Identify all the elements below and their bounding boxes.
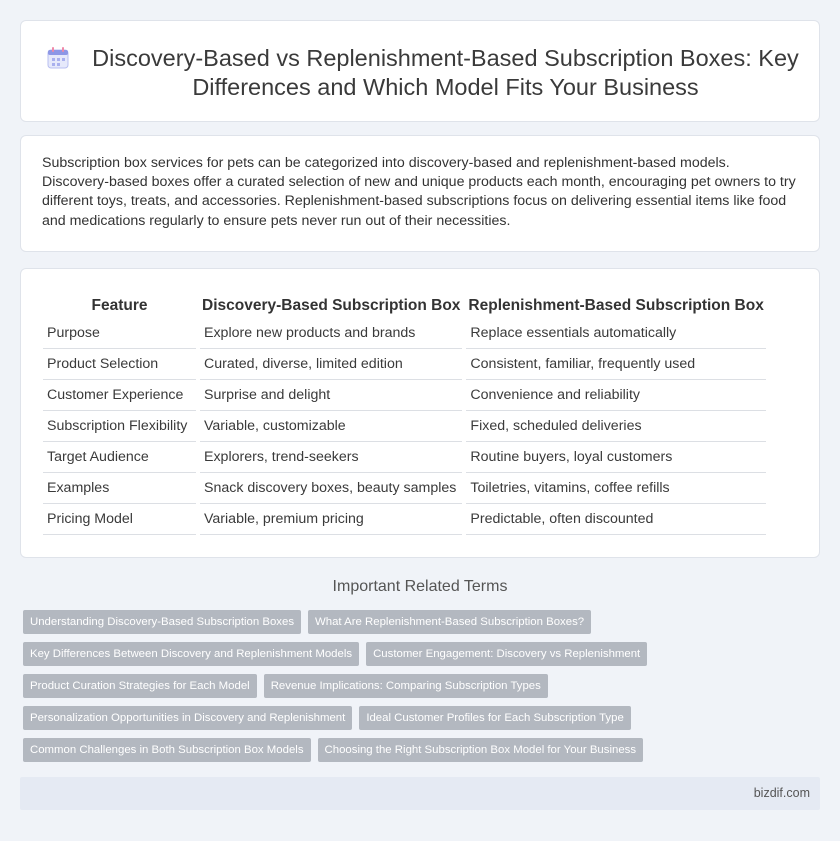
related-term-tag[interactable]: Product Curation Strategies for Each Model [23,674,257,698]
table-row [43,318,766,349]
cell-replenishment: Routine buyers, loyal customers [466,442,765,473]
cell-feature: Customer Experience [43,380,196,411]
intro-paragraph: Subscription box services for pets can be categorized into discovery-based and replenishment-based models. Discovery-based boxes offer a curated selection of new and unique products each month, encouraging pet owners to try different toys, treats, and accessories. Replenishment-based subscriptions focus on delivering essential items like food and medications regularly to ensure pets never run out of their necessities. [42,155,796,229]
related-term-tag[interactable]: Revenue Implications: Comparing Subscription Types [264,674,548,698]
site-name[interactable]: bizdif.com [753,786,810,800]
table-row [43,442,766,473]
related-terms-title: Important Related Terms [332,578,508,595]
cell-feature: Target Audience [43,442,196,473]
cell-feature: Pricing Model [43,504,196,535]
cell-discovery: Variable, premium pricing [200,504,462,535]
tag-row [23,642,723,666]
header-card [20,20,820,122]
calendar-icon [45,45,71,71]
cell-feature: Product Selection [43,349,196,380]
header-replenishment: Replenishment-Based Subscription Box [468,297,764,314]
table-row [43,380,766,411]
table-row [43,411,766,442]
cell-discovery: Snack discovery boxes, beauty samples [200,473,462,504]
comparison-card [20,268,820,558]
tag-row [23,738,723,762]
table-header-row [43,293,766,318]
related-term-tag[interactable]: Personalization Opportunities in Discovery and Replenishment [23,706,352,730]
cell-replenishment: Toiletries, vitamins, coffee refills [466,473,765,504]
related-terms-list [23,610,723,770]
cell-replenishment: Consistent, familiar, frequently used [466,349,765,380]
related-term-tag[interactable]: Customer Engagement: Discovery vs Replenishment [366,642,647,666]
cell-feature: Purpose [43,318,196,349]
related-term-tag[interactable]: Common Challenges in Both Subscription Box Models [23,738,311,762]
intro-card [20,135,820,252]
cell-replenishment: Predictable, often discounted [466,504,765,535]
related-term-tag[interactable]: What Are Replenishment-Based Subscription Boxes? [308,610,591,634]
cell-discovery: Surprise and delight [200,380,462,411]
cell-discovery: Variable, customizable [200,411,462,442]
cell-discovery: Explorers, trend-seekers [200,442,462,473]
cell-feature: Examples [43,473,196,504]
related-term-tag[interactable]: Ideal Customer Profiles for Each Subscription Type [359,706,630,730]
table-row [43,504,766,535]
table-row [43,473,766,504]
related-term-tag[interactable]: Choosing the Right Subscription Box Model for Your Business [318,738,644,762]
page-title: Discovery-Based vs Replenishment-Based Subscription Boxes: Key Differences and Which Model Fits Your Business [92,45,799,100]
header-feature: Feature [91,297,148,314]
cell-feature: Subscription Flexibility [43,411,196,442]
tag-row [23,674,723,698]
comparison-table [39,293,770,535]
related-term-tag[interactable]: Understanding Discovery-Based Subscription Boxes [23,610,301,634]
cell-replenishment: Replace essentials automatically [466,318,765,349]
related-term-tag[interactable]: Key Differences Between Discovery and Replenishment Models [23,642,359,666]
cell-replenishment: Convenience and reliability [466,380,765,411]
cell-discovery: Explore new products and brands [200,318,462,349]
tag-row [23,706,723,730]
cell-replenishment: Fixed, scheduled deliveries [466,411,765,442]
cell-discovery: Curated, diverse, limited edition [200,349,462,380]
footer [20,777,820,810]
tag-row [23,610,723,634]
header-discovery: Discovery-Based Subscription Box [202,297,461,314]
table-row [43,349,766,380]
